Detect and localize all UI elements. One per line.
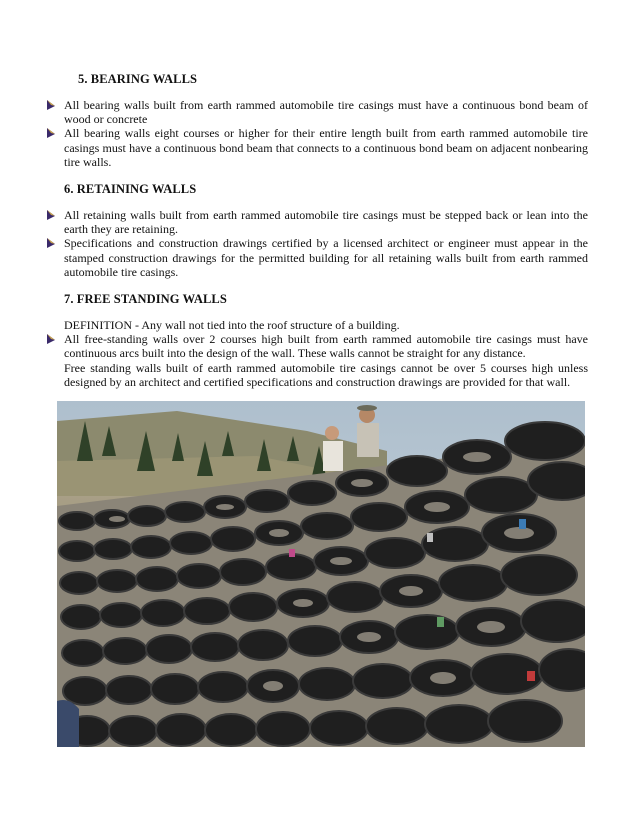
section-body-bearing-walls <box>64 98 588 169</box>
photo-illustration <box>57 401 585 747</box>
paragraph <box>64 361 588 389</box>
bullet-icon <box>45 237 57 249</box>
paragraph-text: All free-standing walls over 2 courses high built from earth rammed automobile tire casings must have continuous arcs built into the design of the wall. These walls cannot be straight for any distance. <box>64 332 588 361</box>
paragraph-text: DEFINITION - Any wall not tied into the roof structure of a building. <box>64 318 400 332</box>
section-heading-bearing-walls: 5. BEARING WALLS <box>78 72 198 86</box>
bullet-icon <box>45 209 57 221</box>
section-body-retaining-walls <box>64 208 588 279</box>
paragraph <box>64 236 588 279</box>
paragraph-text: All retaining walls built from earth rammed automobile tire casings must be stepped back or lean into the earth they are retaining. <box>64 208 588 237</box>
paragraph <box>64 208 588 236</box>
paragraph <box>64 318 588 332</box>
paragraph-text: Specifications and construction drawings certified by a licensed architect or engineer must appear in the stamped construction drawings for the permitted building for all retaining walls built from earth rammed automobile tire casings. <box>64 236 588 279</box>
paragraph <box>64 98 588 126</box>
tire-wall-construction-photo <box>57 401 585 747</box>
paragraph-text: All bearing walls built from earth rammed automobile tire casings must have a continuous bond beam of wood or concrete <box>64 98 588 127</box>
paragraph <box>64 126 588 169</box>
bullet-icon <box>45 127 57 139</box>
paragraph-text: Free standing walls built of earth rammed automobile tire casings cannot be over 5 courses high unless designed by an architect and certified specifications and construction drawings are provided for that wall. <box>64 360 588 389</box>
bullet-icon <box>45 333 57 345</box>
paragraph-text: All bearing walls eight courses or higher for their entire length built from earth rammed automobile tire casings must have a continuous bond beam that connects to a continuous bond beam on adjacent nonbearing tire walls. <box>64 126 588 169</box>
person-edge <box>57 700 79 747</box>
paragraph <box>64 332 588 360</box>
section-body-free-standing-walls <box>64 318 588 389</box>
section-heading-retaining-walls: 6. RETAINING WALLS <box>64 182 197 196</box>
section-heading-free-standing-walls: 7. FREE STANDING WALLS <box>64 292 227 306</box>
bullet-icon <box>45 99 57 111</box>
